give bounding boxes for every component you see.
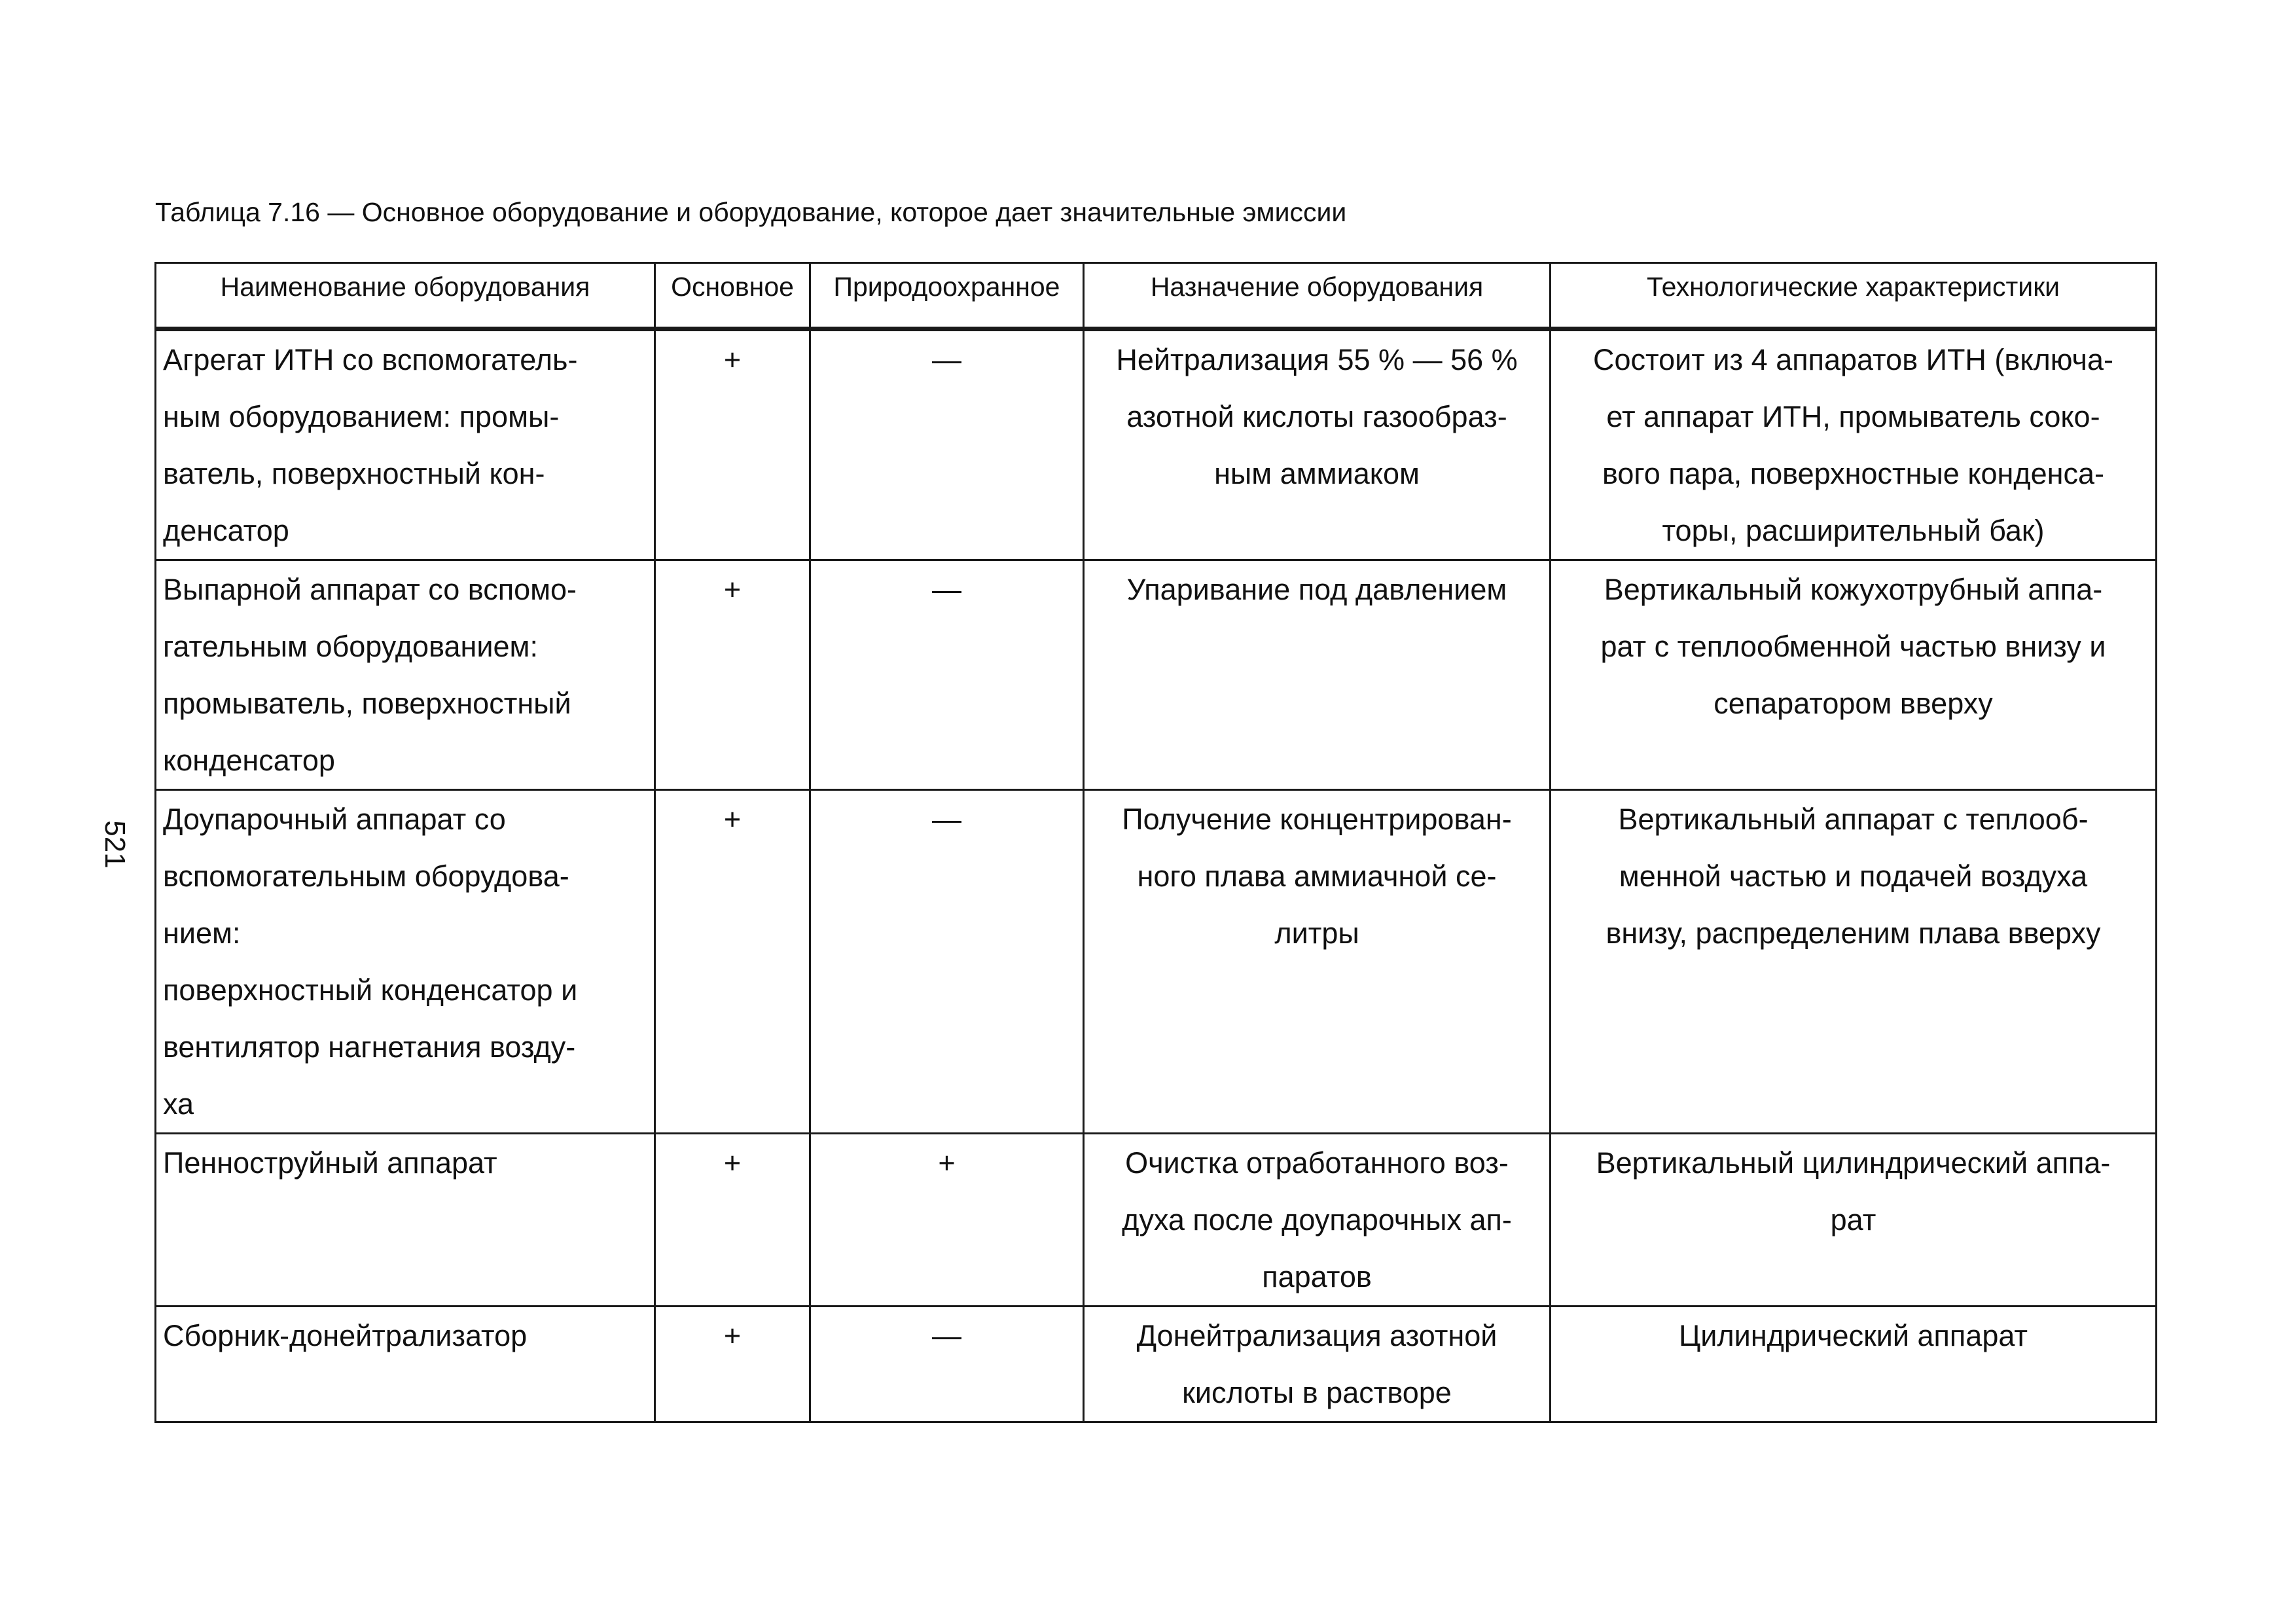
header-purpose: Назначение оборудования — [1084, 263, 1551, 329]
table-body — [156, 329, 2157, 1422]
cell-tech-characteristics — [1551, 329, 2157, 560]
cell-text-line: духа после доупарочных ап- — [1122, 1203, 1512, 1236]
cell-text-line: вого пара, поверхностные конденса- — [1602, 457, 2105, 490]
cell-purpose — [1084, 1307, 1551, 1422]
cell-text-line: менной частью и подачей воздуха — [1619, 859, 2088, 893]
equipment-table — [154, 262, 2157, 1423]
header-main: Основное — [655, 263, 810, 329]
header-equipment-name: Наименование оборудования — [156, 263, 655, 329]
cell-environmental-flag: — — [810, 790, 1084, 1134]
cell-environmental-flag: — — [810, 329, 1084, 560]
cell-environmental-flag: + — [810, 1134, 1084, 1307]
cell-text-line: внизу, распределеним плава вверху — [1605, 916, 2101, 950]
cell-tech-characteristics — [1551, 1134, 2157, 1307]
cell-equipment-name — [156, 329, 655, 560]
cell-purpose — [1084, 1134, 1551, 1307]
cell-text-line: вентилятор нагнетания возду- — [163, 1030, 576, 1064]
cell-text-line: Вертикальный кожухотрубный аппа- — [1604, 573, 2103, 606]
cell-text-line: Упаривание под давлением — [1126, 573, 1507, 606]
cell-equipment-name — [156, 560, 655, 790]
cell-text-line: литры — [1274, 916, 1359, 950]
cell-equipment-name — [156, 1307, 655, 1422]
cell-tech-characteristics — [1551, 790, 2157, 1134]
table-row — [156, 1307, 2157, 1422]
table-row — [156, 1134, 2157, 1307]
cell-environmental-flag: — — [810, 560, 1084, 790]
cell-text-line: сепаратором вверху — [1713, 687, 1993, 720]
cell-text-line: рат с теплообменной частью внизу и — [1600, 630, 2106, 663]
cell-text-line: Выпарной аппарат со вспомо- — [163, 573, 577, 606]
header-environmental: Природоохранное — [810, 263, 1084, 329]
table-row — [156, 329, 2157, 560]
cell-main-flag: + — [655, 1307, 810, 1422]
cell-main-flag: + — [655, 1134, 810, 1307]
cell-text-line: ным оборудованием: промы- — [163, 400, 560, 433]
cell-text-line: азотной кислоты газообраз- — [1126, 400, 1507, 433]
cell-text-line: ватель, поверхностный кон- — [163, 457, 545, 490]
cell-text-line: Очистка отработанного воз- — [1125, 1146, 1509, 1180]
cell-text-line: Доупарочный аппарат со — [163, 803, 506, 836]
cell-text-line: денсатор — [163, 514, 289, 547]
cell-text-line: ным аммиаком — [1214, 457, 1420, 490]
cell-text-line: ха — [163, 1087, 194, 1121]
table-row — [156, 560, 2157, 790]
header-tech-characteristics: Технологические характеристики — [1551, 263, 2157, 329]
cell-main-flag: + — [655, 790, 810, 1134]
cell-text-line: кислоты в растворе — [1182, 1376, 1452, 1409]
cell-text-line: Получение концентрирован- — [1122, 803, 1512, 836]
cell-purpose — [1084, 790, 1551, 1134]
cell-text-line: Вертикальный аппарат с теплооб- — [1618, 803, 2089, 836]
cell-text-line: вспомогательным оборудова- — [163, 859, 569, 893]
cell-text-line: паратов — [1262, 1260, 1372, 1293]
cell-text-line: нием: — [163, 916, 241, 950]
cell-text-line: рат — [1830, 1203, 1876, 1236]
cell-text-line: Сборник-донейтрализатор — [163, 1319, 528, 1352]
cell-tech-characteristics — [1551, 560, 2157, 790]
cell-text-line: промыватель, поверхностный — [163, 687, 571, 720]
cell-equipment-name — [156, 1134, 655, 1307]
table-header-row — [156, 263, 2157, 329]
cell-purpose — [1084, 560, 1551, 790]
cell-text-line: гательным оборудованием: — [163, 630, 538, 663]
cell-text-line: Вертикальный цилиндрический аппа- — [1596, 1146, 2111, 1180]
cell-equipment-name — [156, 790, 655, 1134]
cell-tech-characteristics — [1551, 1307, 2157, 1422]
cell-text-line: ет аппарат ИТН, промыватель соко- — [1606, 400, 2100, 433]
cell-text-line: Донейтрализация азотной — [1136, 1319, 1498, 1352]
cell-text-line: поверхностный конденсатор и — [163, 973, 578, 1007]
table-row — [156, 790, 2157, 1134]
cell-purpose — [1084, 329, 1551, 560]
page-number: 521 — [99, 820, 131, 869]
cell-environmental-flag: — — [810, 1307, 1084, 1422]
cell-main-flag: + — [655, 329, 810, 560]
cell-text-line: Состоит из 4 аппаратов ИТН (включа- — [1593, 343, 2113, 376]
table-caption: Таблица 7.16 — Основное оборудование и оборудование, которое дает значительные эмиссии — [155, 197, 1347, 227]
cell-text-line: Агрегат ИТН со вспомогатель- — [163, 343, 578, 376]
cell-text-line: Нейтрализация 55 % — 56 % — [1116, 343, 1518, 376]
cell-text-line: конденсатор — [163, 744, 335, 777]
cell-text-line: ного плава аммиачной се- — [1137, 859, 1497, 893]
cell-main-flag: + — [655, 560, 810, 790]
cell-text-line: Цилиндрический аппарат — [1679, 1319, 2028, 1352]
cell-text-line: торы, расширительный бак) — [1662, 514, 2045, 547]
cell-text-line: Пенноструйный аппарат — [163, 1146, 497, 1180]
